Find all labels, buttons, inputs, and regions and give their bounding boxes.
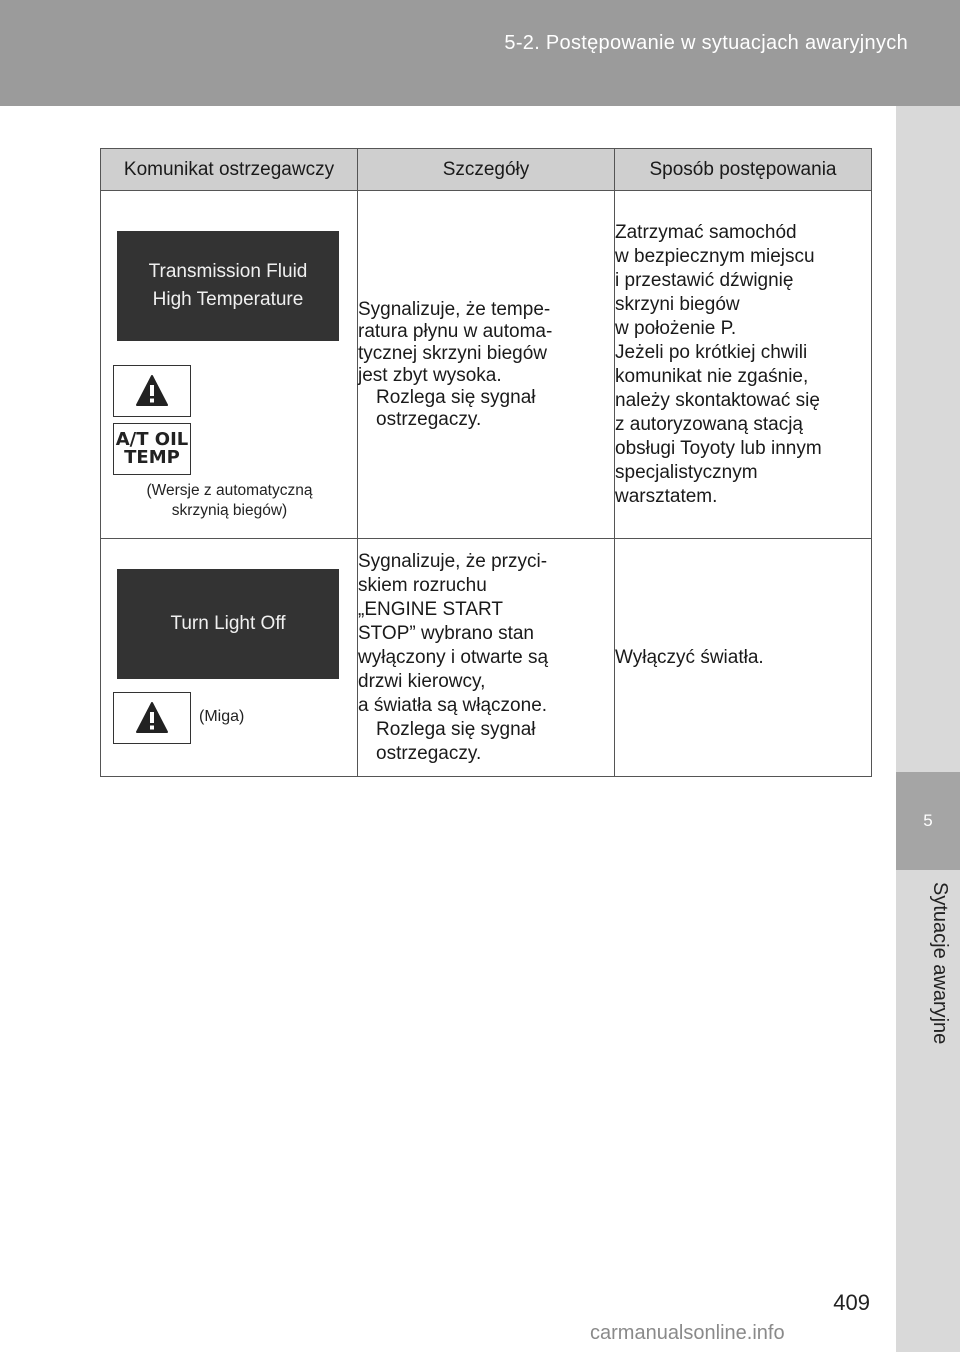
details-line: a światła są włączone. [358,694,548,716]
details-buzzer-line: Rozlega się sygnał [376,718,536,740]
section-title: 5-2. Postępowanie w sytuacjach awaryjnych [504,32,908,54]
action-cell [615,191,872,539]
action-line: komunikat nie zgaśnie, [615,365,809,387]
details-cell [358,191,615,539]
header-warning-message: Komunikat ostrzegawczy [101,149,358,191]
details-line: wyłączony i otwarte są [358,646,549,668]
side-tab-label: Sytuacje awaryjne [929,882,951,1045]
warning-message-cell [101,191,358,539]
details-line: ratura płynu w automa- [358,320,553,342]
action-line: warsztatem. [615,485,718,507]
display-message [117,231,339,341]
table-row [101,191,872,539]
at-oil-temp-line: TEMP [124,447,180,468]
display-message-line: Transmission Fluid [148,261,308,282]
details-cell [358,539,615,777]
action-line: należy skontaktować się [615,389,820,411]
at-oil-temp-icon [113,423,191,475]
watermark: carmanualsonline.info [590,1322,785,1344]
details-line: STOP” wybrano stan [358,622,535,644]
action-line: obsługi Toyoty lub innym [615,437,822,459]
side-tab [896,106,960,1352]
variant-caption-line: (Wersje z automatyczną [146,482,313,499]
variant-caption [101,481,358,521]
header-details: Szczegóły [358,149,615,191]
action-line: w bezpiecznym miejscu [615,245,815,267]
action-line: skrzyni biegów [615,293,740,315]
display-message-line: High Temperature [152,289,304,310]
display-message-line: Turn Light Off [170,613,286,634]
side-tab-number: 5 [896,772,960,870]
variant-caption-line: skrzynią biegów) [171,502,288,519]
table-row [101,539,872,777]
at-oil-temp-line: A/T OIL [115,429,189,450]
details-line: jest zbyt wysoka. [358,364,502,386]
details-line: „ENGINE START [358,598,503,620]
action-line: specjalistycznym [615,461,758,483]
header-action: Sposób postępowania [615,149,872,191]
action-line: z autoryzowaną stacją [615,413,803,435]
action-cell [615,539,872,777]
action-line: Wyłączyć światła. [615,646,764,668]
warning-message-cell [101,539,358,777]
warning-triangle-icon [113,365,191,417]
details-buzzer-line: ostrzegaczy. [376,408,482,430]
details-line: Sygnalizuje, że przyci- [358,550,548,572]
details-line: Sygnalizuje, że tempe- [358,298,551,320]
action-line: Jeżeli po krótkiej chwili [615,341,808,363]
details-line: tycznej skrzyni biegów [358,342,548,364]
details-buzzer-line: Rozlega się sygnał [376,386,536,408]
display-message [117,569,339,679]
table-header-row [101,149,872,191]
warning-table [100,148,872,777]
blinking-note: (Miga) [199,708,245,725]
action-line: i przestawić dźwignię [615,269,794,291]
details-buzzer-line: ostrzegaczy. [376,742,482,764]
action-line: Zatrzymać samochód [615,221,797,243]
details-line: skiem rozruchu [358,574,487,596]
details-line: drzwi kierowcy, [358,670,486,692]
action-line: w położenie P. [615,317,737,339]
warning-triangle-icon [113,692,191,744]
page-number: 409 [833,1290,870,1315]
